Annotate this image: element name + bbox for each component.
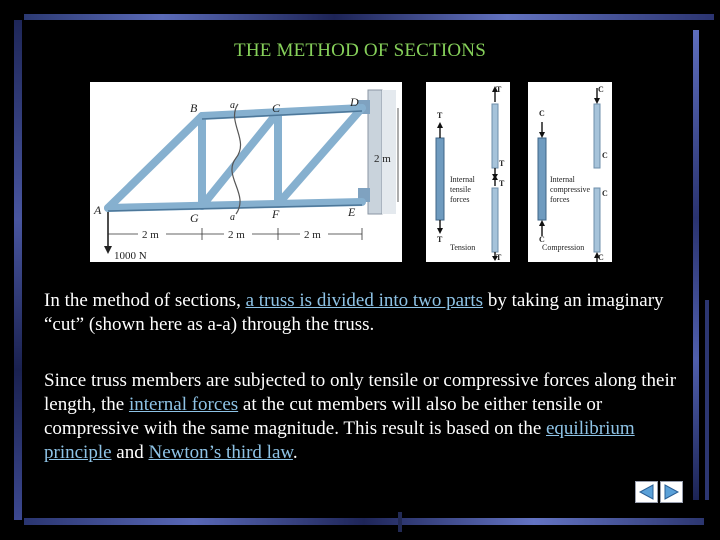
compressive-label-line1: Internal — [550, 175, 575, 184]
node-label-b: B — [190, 101, 198, 115]
frame-bottom-tick — [398, 512, 402, 532]
node-label-f: F — [272, 207, 280, 221]
frame-right-accent — [705, 300, 709, 500]
next-arrow-icon — [663, 484, 680, 500]
cut-label-top: a — [230, 100, 235, 111]
force-c-2: C — [539, 109, 545, 118]
node-label-c: C — [272, 101, 281, 115]
force-t-3: T — [499, 159, 505, 168]
compression-caption: Compression — [542, 243, 585, 252]
paragraph2-text-4: . — [292, 442, 298, 463]
compressive-label-line3: forces — [550, 195, 570, 204]
frame-top-bar — [24, 14, 714, 20]
span-dimension-3: 2 m — [304, 229, 321, 241]
force-c-6: C — [598, 253, 604, 262]
internal-forces-figure — [426, 82, 612, 262]
tensile-label-line1: Internal — [450, 175, 475, 184]
force-t-1: T — [496, 85, 502, 94]
frame-left-bar — [14, 20, 22, 520]
paragraph-method-overview — [44, 289, 684, 337]
force-t-6: T — [496, 253, 502, 262]
force-t-2: T — [437, 111, 443, 120]
link-newtons-third-law[interactable]: Newton’s third law — [148, 442, 293, 463]
span-dimension-2: 2 m — [228, 229, 245, 241]
tensile-label-line2: tensile — [450, 185, 471, 194]
paragraph1-text-before: In the method of sections, — [44, 290, 246, 311]
force-c-3: C — [602, 151, 608, 160]
node-label-a: A — [94, 203, 102, 217]
node-label-e: E — [348, 205, 356, 219]
force-t-4: T — [499, 179, 505, 188]
slide-title: THE METHOD OF SECTIONS — [234, 40, 486, 61]
force-c-1: C — [598, 85, 604, 94]
compressive-label-line2: compressive — [550, 185, 590, 194]
truss-figure — [90, 82, 402, 262]
frame-bottom-bar — [24, 518, 704, 525]
span-dimension-1: 2 m — [142, 229, 159, 241]
tension-caption: Tension — [450, 243, 476, 252]
load-label: 1000 N — [114, 250, 147, 262]
force-c-4: C — [602, 189, 608, 198]
frame-right-bar — [693, 30, 699, 500]
force-c-5: C — [539, 235, 545, 244]
node-label-g: G — [190, 211, 199, 225]
node-label-d: D — [350, 95, 359, 109]
link-truss-divided[interactable]: a truss is divided into two parts — [245, 290, 484, 311]
paragraph2-text-2: at the cut members will also be either tensile or compressive with the same magnitude. This result is based on the — [44, 394, 603, 439]
tensile-label-line3: forces — [450, 195, 470, 204]
paragraph2-text-1: Since truss members are subjected to only tensile or compressive forces along their length, the — [44, 370, 677, 415]
cut-label-bottom: a — [230, 212, 235, 223]
link-equilibrium-principle[interactable]: equilibrium principle — [44, 418, 635, 463]
paragraph2-text-3: and — [111, 442, 149, 463]
link-internal-forces[interactable]: internal forces — [128, 394, 239, 415]
prev-arrow-icon — [638, 484, 655, 500]
paragraph1-text-after: by taking an imaginary “cut” (shown here as a-a) through the truss. — [44, 290, 664, 335]
previous-slide-button[interactable] — [635, 481, 658, 503]
force-t-5: T — [437, 235, 443, 244]
paragraph-internal-forces — [44, 369, 684, 465]
height-dimension: 2 m — [374, 153, 391, 165]
next-slide-button[interactable] — [660, 481, 683, 503]
